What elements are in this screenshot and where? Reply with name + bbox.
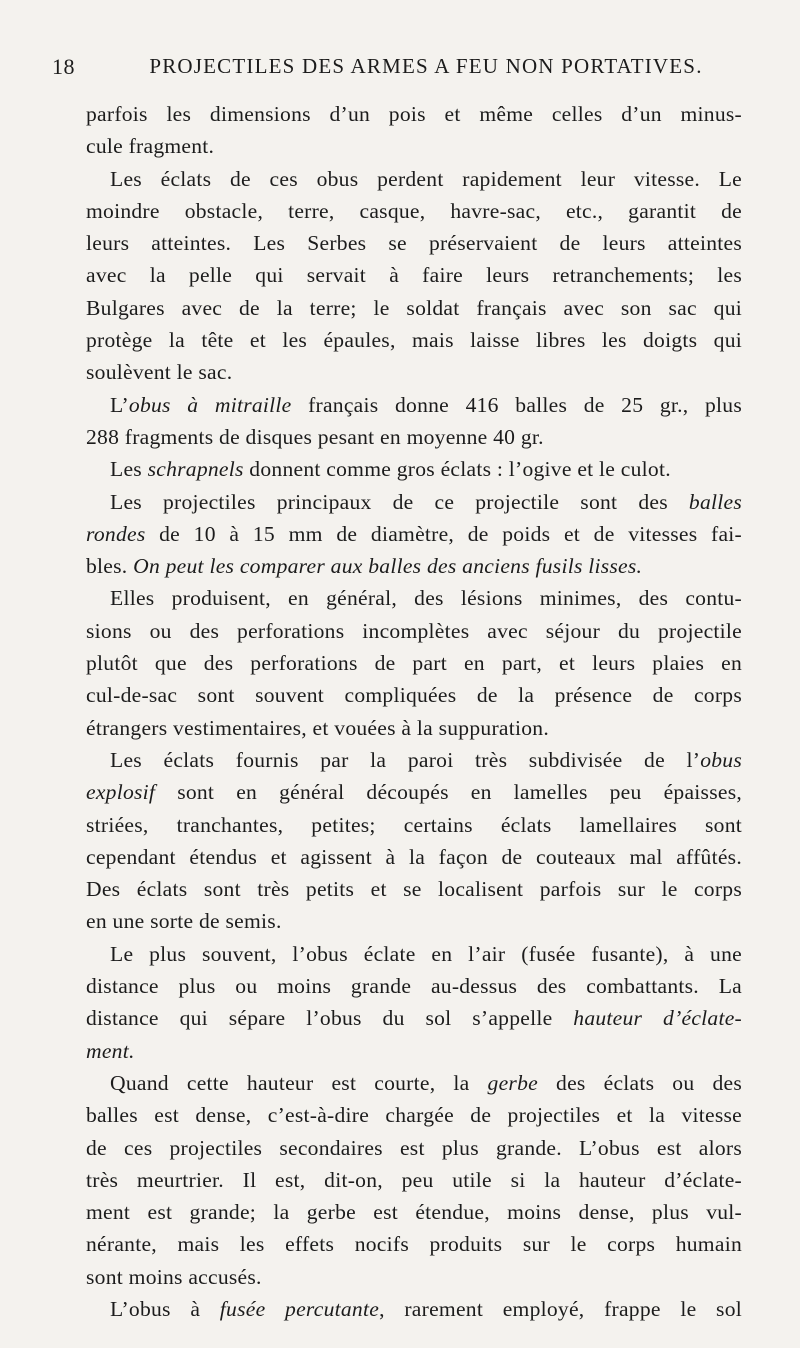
- text-line: [86, 1002, 742, 1034]
- text-run: Les éclats fournis par la paroi très subdivisée de l’: [110, 747, 701, 772]
- text-line: [86, 744, 742, 776]
- text-line: [86, 1067, 742, 1099]
- running-title: PROJECTILES DES ARMES A FEU NON PORTATIVES.: [149, 54, 703, 78]
- text-line: Des éclats sont très petits et se localisent parfois sur le corps: [86, 877, 742, 902]
- text-line: Le plus souvent, l’obus éclate en l’air (fusée fusante), à une: [110, 941, 742, 966]
- text-line: étrangers vestimentaires, et vouées à la suppuration.: [86, 715, 549, 740]
- text-run: L’obus à: [110, 1296, 220, 1321]
- text-line: protège la tête et les épaules, mais laisse libres les doigts qui: [86, 328, 742, 353]
- text-line: en une sorte de semis.: [86, 909, 282, 934]
- text-run: Les: [110, 457, 148, 482]
- text-run: sont en général découpés en lamelles peu épaisses,: [155, 780, 742, 805]
- text-line: très meurtrier. Il est, dit-on, peu utile si la hauteur d’éclate-: [86, 1167, 742, 1192]
- text-line: cule fragment.: [86, 134, 215, 159]
- text-line: leurs atteintes. Les Serbes se préservaient de leurs atteintes: [86, 231, 742, 256]
- text-line: cul-de-sac sont souvent compliquées de la présence de corps: [86, 683, 742, 708]
- text-line: 288 fragments de disques pesant en moyenne 40 gr.: [86, 424, 544, 449]
- text-run: bles.: [86, 554, 134, 579]
- italic-text: fusée percutante: [219, 1296, 380, 1321]
- text-run: , rarement employé, frappe le sol: [379, 1296, 743, 1321]
- text-run: distance qui sépare l’obus du sol s’appelle: [86, 1006, 574, 1031]
- italic-text: hauteur d’éclate-: [573, 1006, 742, 1031]
- text-line: [86, 1293, 742, 1325]
- italic-text: ment.: [86, 1038, 135, 1063]
- text-line: parfois les dimensions d’un pois et même celles d’un minus-: [86, 102, 742, 126]
- text-line: Elles produisent, en général, des lésions minimes, des contu-: [110, 586, 742, 611]
- page-header: [52, 54, 760, 88]
- text-line: nérante, mais les effets nocifs produits sur le corps humain: [86, 1232, 742, 1257]
- italic-text: gerbe: [487, 1070, 538, 1095]
- text-line: sont moins accusés.: [86, 1264, 262, 1289]
- text-run: de 10 à 15 mm de diamètre, de poids et de vitesses fai-: [145, 521, 742, 546]
- text-line: [86, 1035, 742, 1067]
- text-line: plutôt que des perforations de part en part, et leurs plaies en: [86, 651, 742, 676]
- text-line: avec la pelle qui servait à faire leurs retranchements; les: [86, 263, 742, 288]
- text-line: [86, 776, 742, 808]
- italic-text: balles: [688, 489, 742, 514]
- text-run: L’: [110, 392, 129, 417]
- text-run: donnent comme gros éclats : l’ogive et le culot.: [243, 457, 671, 482]
- text-line: striées, tranchantes, petites; certains éclats lamellaires sont: [86, 812, 742, 837]
- text-line: balles est dense, c’est-à-dire chargée de projectiles et la vitesse: [86, 1103, 742, 1128]
- italic-text: obus: [700, 747, 742, 772]
- text-run: des éclats ou des: [537, 1070, 742, 1095]
- text-line: [86, 518, 742, 550]
- italic-text: explosif: [86, 780, 156, 805]
- text-line: moindre obstacle, terre, casque, havre-sac, etc., garantit de: [86, 198, 742, 223]
- italic-text: obus à mitraille: [128, 392, 292, 417]
- italic-text: schrapnels: [147, 457, 244, 482]
- body-text: [86, 98, 742, 1325]
- text-line: cependant étendus et agissent à la façon de couteaux mal affûtés.: [86, 844, 742, 869]
- text-line: sions ou des perforations incomplètes avec séjour du projectile: [86, 618, 742, 643]
- text-line: [86, 486, 742, 518]
- text-run: Les projectiles principaux de ce projectile sont des: [110, 489, 689, 514]
- text-line: [86, 389, 742, 421]
- text-run: Quand cette hauteur est courte, la: [110, 1070, 488, 1095]
- text-line: soulèvent le sac.: [86, 360, 233, 385]
- text-line: de ces projectiles secondaires est plus grande. L’obus est alors: [86, 1135, 742, 1160]
- text-line: [86, 453, 742, 485]
- text-line: distance plus ou moins grande au-dessus des combattants. La: [86, 974, 742, 999]
- italic-text: On peut les comparer aux balles des anciens fusils lisses.: [133, 554, 643, 579]
- text-line: Bulgares avec de la terre; le soldat français avec son sac qui: [86, 295, 742, 320]
- text-line: Les éclats de ces obus perdent rapidement leur vitesse. Le: [110, 166, 742, 191]
- text-line: ment est grande; la gerbe est étendue, moins dense, plus vul-: [86, 1200, 742, 1225]
- page-number: 18: [52, 54, 75, 79]
- italic-text: rondes: [86, 521, 146, 546]
- text-line: [86, 550, 742, 582]
- text-run: français donne 416 balles de 25 gr., plus: [291, 392, 742, 417]
